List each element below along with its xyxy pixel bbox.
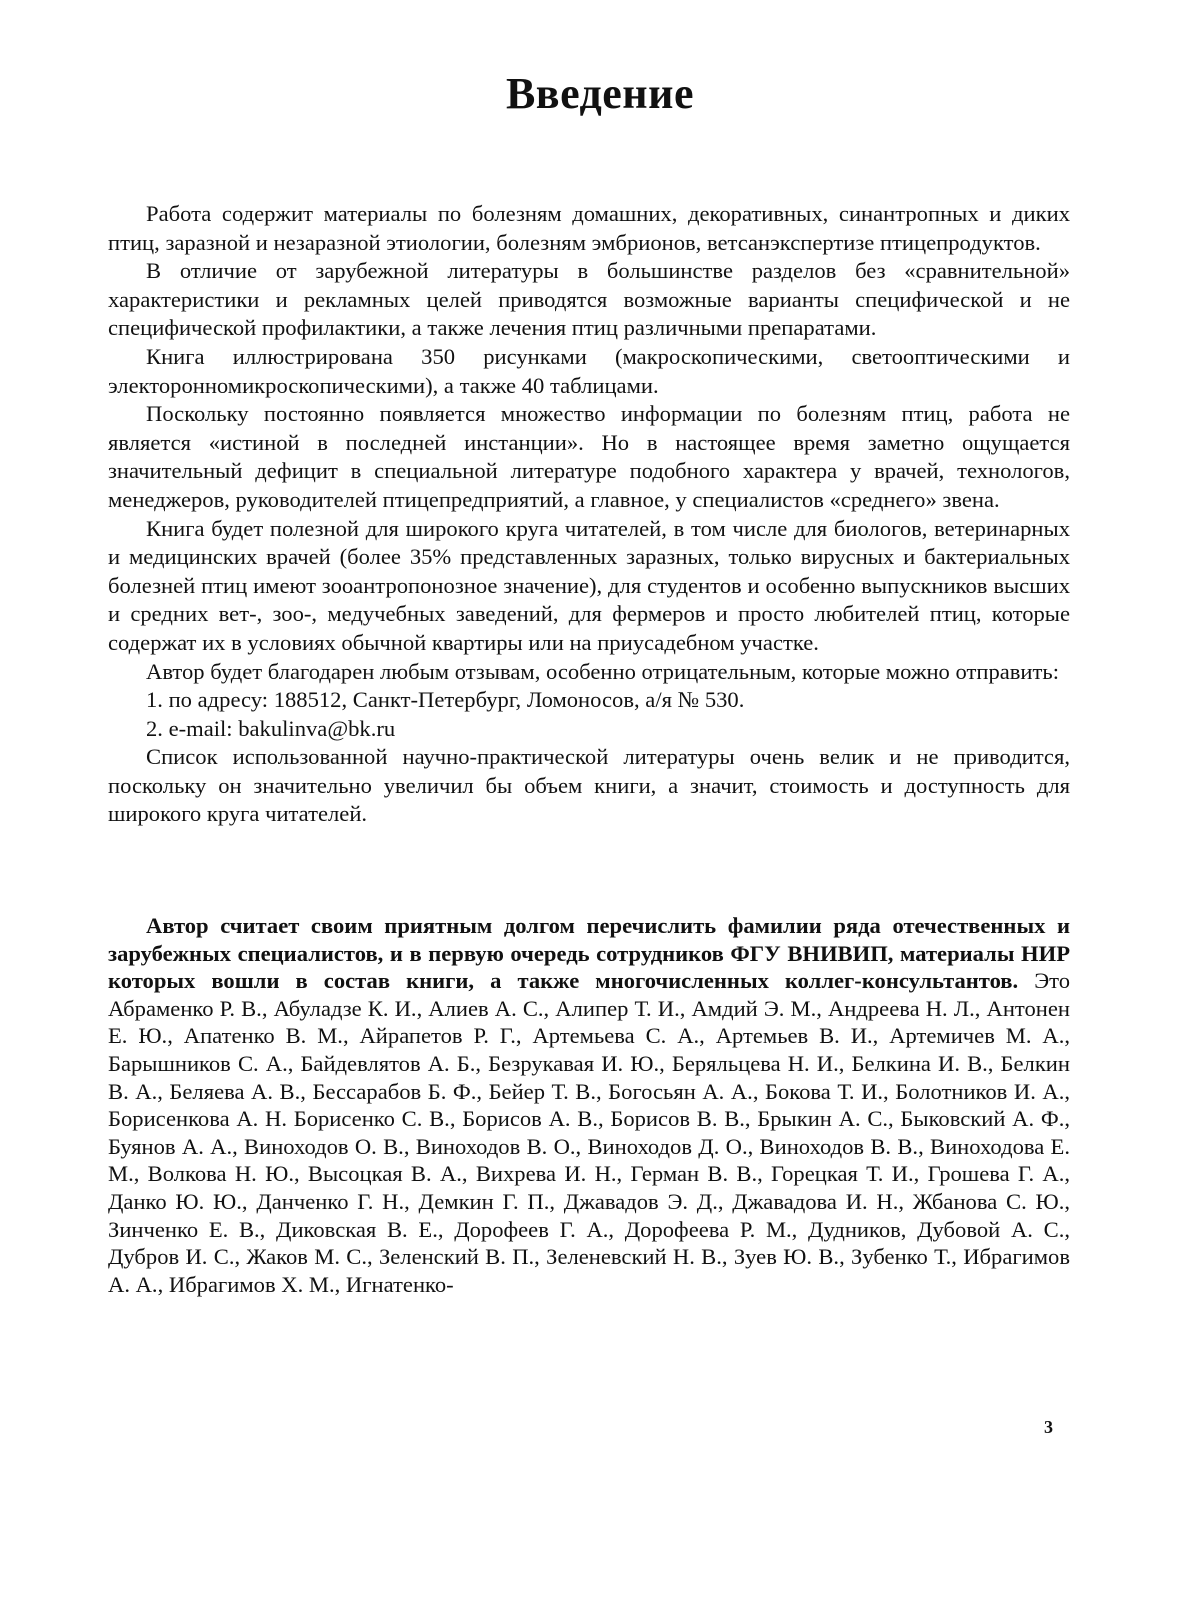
paragraph-illustrations: Книга иллюстрирована 350 рисунками (макроскопическими, светооптическими и электоронномикроскопическими), а также 40 таблицами.	[108, 343, 1070, 398]
acknowledgement-names: Это Абраменко Р. В., Абуладзе К. И., Алиев А. С., Алипер Т. И., Амдий Э. М., Андреева Н. Л., Антонен Е. Ю., Апатенко В. М., Айрапетов Р. Г., Артемьева С. А., Артемьев В. И., Артемичев М. А., Барышников С. А., Байдевлятов А. Б., Безрукавая И. Ю., Беряльцева Н. И., Белкина И. В., Белкин В. А., Беляева А. В., Бессарабов Б. Ф., Бейер Т. В., Богосьян А. А., Бокова Т. И., Болотников И. А., Борисенкова А. Н. Борисенко С. В., Борисов А. В., Борисов В. В., Брыкин А. С., Быковский А. Ф., Буянов А. А., Виноходов О. В., Виноходов В. О., Виноходов Д. О., Виноходов В. В., Виноходова Е. М., Волкова Н. Ю., Высоцкая В. А., Вихрева И. Н., Герман В. В., Горецкая Т. И., Грошева Г. А., Данко Ю. Ю., Данченко Г. Н., Демкин Г. П., Джавадов Э. Д., Джавадова И. Н., Жбанова С. Ю., Зинченко Е. В., Диковская В. Е., Дорофеев Г. А., Дорофеева Р. М., Дудников, Дубовой А. С., Дубров И. С., Жаков М. С., Зеленский В. П., Зеленевский Н. В., Зуев Ю. В., Зубенко Т., Ибрагимов А. А., Ибрагимов Х. М., Игнатенко-	[108, 968, 1071, 1297]
paragraph-scope: Работа содержит материалы по болезням домашних, декоративных, синантропных и диких птиц, заразной и незаразной этиологии, болезням эмбрионов, ветсанэкспертизе птицепродуктов.	[108, 201, 1070, 255]
paragraph-information: Поскольку постоянно появляется множество информации по болезням птиц, работа не является «истиной в последней инстанции». Но в настоящее время заметно ощущается значительный дефицит в специальной литературе подобного характера у врачей, технологов, менеджеров, руководителей птицепредприятий, а главное, у специалистов «среднего» звена.	[108, 401, 1070, 512]
paragraph-prevention: В отличие от зарубежной литературы в большинстве разделов без «сравнительной» характеристики и рекламных целей приводятся возможные варианты специфической и не специфической профилактики, а также лечения птиц различными препаратами.	[108, 258, 1070, 341]
contact-address: 1. по адресу: 188512, Санкт-Петербург, Ломоносов, а/я № 530.	[146, 687, 745, 713]
paragraph-references: Список использованной научно-практической литературы очень велик и не приводится, поскольку он значительно увеличил бы объем книги, а значит, стоимость и доступность для широкого круга читателей.	[108, 744, 1070, 827]
acknowledgement-paragraph	[108, 912, 1070, 1298]
acknowledgement-lead: Автор считает своим приятным долгом перечислить фамилии ряда отечественных и зарубежных специалистов, и в первую очередь сотрудников ФГУ ВНИВИП, материалы НИР которых вошли в состав книги, а также многочисленных коллег-консультантов.	[108, 913, 1070, 994]
page-number: 3	[1044, 1417, 1053, 1437]
paragraph-feedback: Автор будет благодарен любым отзывам, особенно отрицательным, которые можно отправить:	[146, 658, 1059, 684]
introduction-body	[108, 200, 1070, 829]
contact-email: 2. e-mail: bakulinva@bk.ru	[146, 715, 396, 741]
page-title: Введение	[505, 69, 695, 118]
acknowledgements	[108, 912, 1070, 1298]
paragraph-audience: Книга будет полезной для широкого круга читателей, в том числе для биологов, ветеринарных и медицинских врачей (более 35% представленных заразных, только вирусных и бактериальных болезней птиц имеют зооантропонозное значение), для студентов и особенно выпускников высших и средних вет-, зоо-, медучебных заведений, для фермеров и просто любителей птиц, которые содержат их в условиях обычной квартиры или на приусадебном участке.	[108, 515, 1070, 655]
